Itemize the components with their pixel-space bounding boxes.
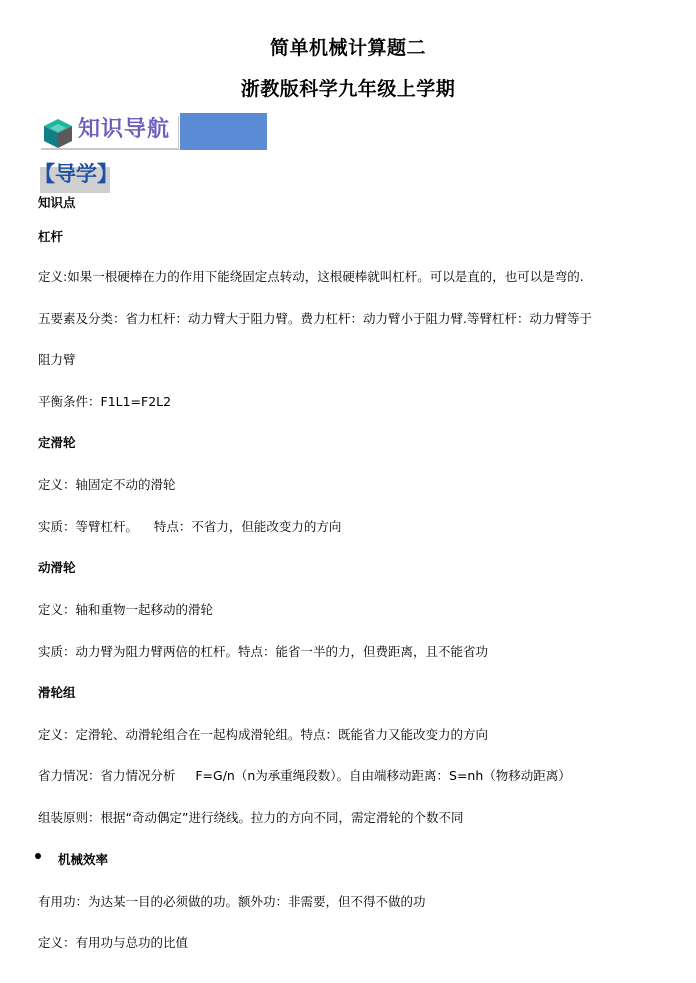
fixed-pulley-definition: 定义：轴固定不动的滑轮: [38, 477, 176, 492]
efficiency-definition: 定义：有用功与总功的比值: [38, 935, 189, 950]
efficiency-work: 有用功：为达某一目的必须做的功。额外功：非需要，但不得不做的功: [38, 894, 426, 909]
lever-heading: 杠杆: [38, 229, 64, 244]
movable-pulley-essence: 实质：动力臂为阻力臂两倍的杠杆。特点：能省一半的力，但费距离，且不能省功: [38, 644, 489, 659]
lever-elements-line2: 阻力臂: [38, 352, 76, 367]
movable-pulley-heading: 动滑轮: [38, 560, 76, 575]
pulley-block-heading: 滑轮组: [38, 685, 76, 700]
document-subtitle: 浙教版科学九年级上学期: [240, 78, 456, 100]
section-heading: 【导学】: [34, 161, 118, 186]
knowledge-nav-banner: [38, 112, 268, 152]
banner-label: 知识导航: [78, 117, 171, 142]
knowledge-point-label: 知识点: [38, 195, 76, 210]
fixed-pulley-essence: 实质：等臂杠杆。 特点：不省力，但能改变力的方向: [38, 519, 342, 534]
cube-icon: [40, 116, 76, 150]
lever-balance-condition: 平衡条件：F1L1=F2L2: [38, 394, 172, 409]
lever-definition: 定义:如果一根硬棒在力的作用下能绕固定点转动，这根硬棒就叫杠杆。可以是直的，也可以是弯的.: [38, 269, 584, 284]
efficiency-heading: 机械效率: [58, 852, 109, 867]
document-title: 简单机械计算题二: [269, 37, 426, 59]
lever-elements-line1: 五要素及分类：省力杠杆：动力臂大于阻力臂。费力杠杆：动力臂小于阻力臂.等臂杠杆：动力臂等于: [38, 311, 592, 326]
pulley-block-force: 省力情况：省力情况分析 F=G/n（n为承重绳段数）。自由端移动距离：S=nh（物移动距离）: [38, 768, 571, 783]
pulley-block-definition: 定义：定滑轮、动滑轮组合在一起构成滑轮组。特点：既能省力又能改变力的方向: [38, 727, 489, 742]
pulley-block-principle: 组装原则：根据“奇动偶定”进行绕线。拉力的方向不同，需定滑轮的个数不同: [38, 810, 464, 825]
banner-accent-bar: [180, 113, 267, 150]
bullet-icon: [35, 853, 41, 859]
movable-pulley-definition: 定义：轴和重物一起移动的滑轮: [38, 602, 214, 617]
fixed-pulley-heading: 定滑轮: [38, 435, 76, 450]
